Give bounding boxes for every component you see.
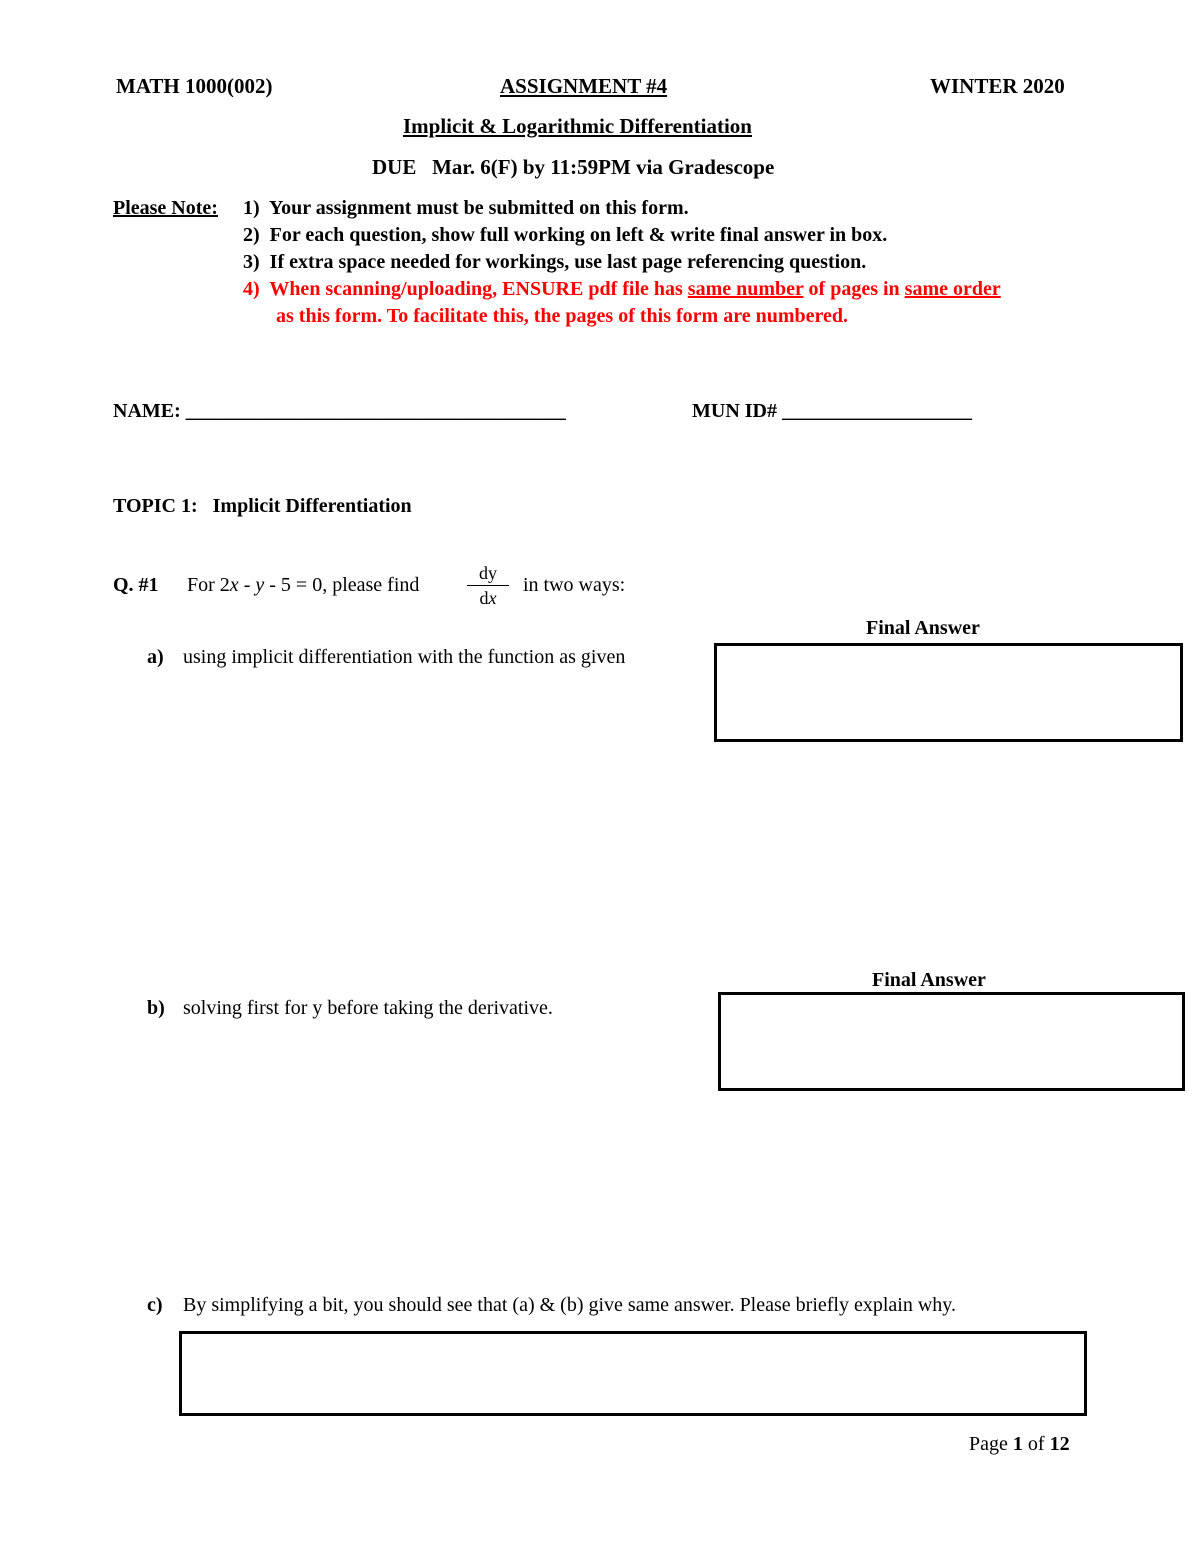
note-4-num: 4) (243, 278, 260, 300)
note-2-text: For each question, show full working on left & write final answer in box. (269, 224, 888, 246)
frac-bar (467, 585, 509, 586)
part-c-label: c) (147, 1294, 163, 1316)
assignment-title: ASSIGNMENT #4 (500, 74, 668, 98)
part-b-text: solving first for y before taking the derivative. (183, 997, 553, 1019)
page-number (969, 1433, 1070, 1456)
page-current: 1 (1012, 1433, 1023, 1455)
frac-denominator (480, 588, 497, 608)
topic-title: Implicit Differentiation (212, 495, 412, 517)
note-2-num: 2) (243, 224, 260, 246)
final-answer-label-a: Final Answer (866, 617, 980, 639)
subtitle: Implicit & Logarithmic Differentiation (403, 114, 752, 138)
note-1 (243, 197, 689, 220)
frac-den-d: d (479, 588, 489, 608)
dy-dx-fraction (467, 562, 509, 609)
note-2 (243, 224, 887, 247)
page-of: of (1027, 1433, 1045, 1455)
name-field (113, 400, 566, 423)
note-3 (243, 251, 866, 274)
part-b-label: b) (147, 997, 165, 1019)
part-c-text: By simplifying a bit, you should see that (a) & (b) give same answer. Please briefly explain why. (183, 1294, 956, 1316)
id-label: MUN ID# (692, 400, 777, 422)
name-label: NAME: (113, 400, 181, 422)
due-text: Mar. 6(F) by 11:59PM via Gradescope (432, 155, 775, 179)
course-code: MATH 1000(002) (116, 74, 273, 98)
note-4-same-order: same order (904, 278, 1001, 300)
note-4 (243, 278, 1001, 301)
final-answer-label-b: Final Answer (872, 969, 986, 991)
final-answer-box-b[interactable] (718, 992, 1185, 1091)
part-a-text: using implicit differentiation with the function as given (183, 646, 626, 668)
note-4-text-c: of pages in (803, 278, 905, 300)
id-line: ___________________ (782, 400, 972, 422)
id-field (692, 400, 972, 423)
note-3-num: 3) (243, 251, 260, 273)
term: WINTER 2020 (930, 74, 1065, 98)
part-a-label: a) (147, 646, 164, 668)
final-answer-box-a[interactable] (714, 643, 1183, 742)
q1-prompt-tail: in two ways: (523, 574, 626, 596)
note-4-text-a: When scanning/uploading, ENSURE pdf file has (269, 278, 688, 300)
q1-label: Q. #1 (113, 574, 159, 596)
note-4-line-2: as this form. To facilitate this, the pages of this form are numbered. (276, 305, 849, 327)
due-line (372, 155, 774, 180)
note-4-same-number: same number (687, 278, 804, 300)
note-1-text: Your assignment must be submitted on this form. (268, 197, 689, 219)
frac-den-x: x (488, 588, 497, 608)
topic-label: TOPIC 1: (113, 495, 198, 517)
topic-heading (113, 495, 412, 518)
note-3-text: If extra space needed for workings, use last page referencing question. (269, 251, 867, 273)
answer-box-c[interactable] (179, 1331, 1087, 1416)
q1-prompt-post: - 5 = 0, please find (264, 574, 420, 596)
q1-var-x: x (229, 574, 239, 596)
q1-prompt (187, 574, 419, 597)
note-1-num: 1) (243, 197, 260, 219)
due-label: DUE (372, 155, 417, 179)
notes-label: Please Note: (113, 197, 218, 219)
name-line: ______________________________________ (185, 400, 566, 422)
q1-prompt-mid: - (238, 574, 256, 596)
q1-prompt-pre: For 2 (187, 574, 230, 596)
page-total: 12 (1049, 1433, 1070, 1455)
frac-numerator: dy (479, 563, 497, 583)
page-prefix: Page (969, 1433, 1008, 1455)
q1-var-y: y (255, 574, 265, 596)
